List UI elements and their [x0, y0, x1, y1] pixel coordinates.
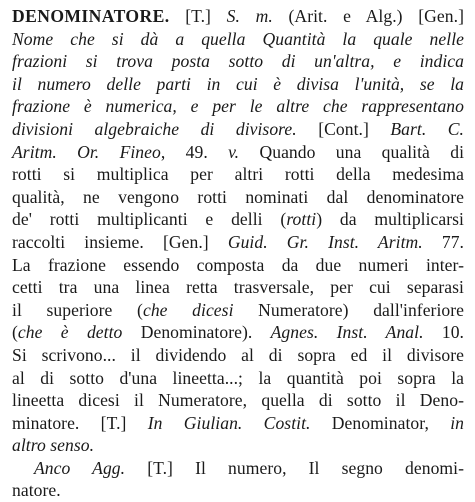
- entry-line: [12, 367, 464, 390]
- text-run: Agnes. Inst. Anal.: [270, 322, 424, 343]
- text-run: (Arit. e Alg.) [Gen.]: [272, 6, 464, 26]
- text-run: 10.: [423, 322, 464, 343]
- text-run: Guid. Gr. Inst. Aritm.: [227, 231, 423, 252]
- text-run: rotti si multiplica per altri rotti della medesima: [12, 164, 464, 185]
- entry-line: [12, 163, 464, 186]
- entry-line: [12, 95, 464, 118]
- entry-line: [12, 276, 464, 299]
- text-run: ) da multiplicarsi: [316, 209, 464, 230]
- entry-line: [12, 389, 464, 412]
- text-run: qualità, ne vengono rotti nominati dal denominatore: [12, 186, 464, 207]
- entry-line: [12, 479, 464, 502]
- text-run: divisioni algebraiche di divisore.: [12, 118, 297, 139]
- entry-line: [12, 299, 464, 322]
- text-run: [T.]: [169, 6, 227, 26]
- text-run: natore.: [12, 480, 61, 501]
- text-run: Si scrivono... il dividendo al di sopra ed il divisore: [12, 344, 464, 365]
- text-run: che è detto: [17, 322, 123, 343]
- entry-line: [12, 321, 464, 344]
- text-run: v.: [228, 141, 240, 162]
- entry-line: [12, 73, 464, 96]
- text-run: cetti tra una linea retta trasversale, per cui separasi: [12, 277, 464, 298]
- text-run: il numero delle parti in cui è divisa l'unità, se la: [12, 73, 464, 94]
- text-run: il superiore (: [12, 299, 143, 320]
- entry-line: [12, 412, 464, 435]
- entry-line: [12, 231, 464, 254]
- entry-line: [12, 5, 464, 28]
- entry-line: [12, 186, 464, 209]
- text-run: Quando una qualità di: [239, 141, 465, 162]
- text-run: frazioni si trova posta sotto di un'altra, e indica: [12, 51, 464, 72]
- text-run: DENOMINATORE.: [12, 6, 170, 26]
- text-run: minatore. [T.]: [12, 412, 148, 433]
- text-run: , 49.: [160, 141, 229, 162]
- entry-line: [12, 28, 464, 51]
- text-run: de' rotti multiplicanti e delli (: [12, 209, 287, 230]
- text-run: (: [12, 322, 18, 343]
- entry-line: [12, 118, 464, 141]
- text-run: La frazione essendo composta da due numeri inter-: [12, 254, 464, 275]
- text-run: in: [450, 412, 464, 433]
- text-run: al di sotto d'una lineetta...; la quantità poi sopra la: [12, 367, 464, 388]
- text-run: [T.] Il numero, Il segno denomi-: [125, 457, 464, 478]
- text-run: Nome che si dà a quella Quantità la quale nelle: [12, 28, 464, 49]
- text-run: 77.: [422, 231, 464, 252]
- text-run: Denominatore).: [122, 322, 271, 343]
- text-run: altro senso.: [12, 435, 95, 456]
- text-run: lineetta dicesi il Numeratore, quella di sotto il Deno-: [12, 390, 464, 411]
- entry-line: [12, 208, 464, 231]
- entry-line: [12, 344, 464, 367]
- text-run: frazione è numerica, e per le altre che rappresentano: [12, 96, 464, 117]
- text-run: Denominator,: [310, 412, 451, 433]
- text-run: raccolti insieme. [Gen.]: [12, 231, 228, 252]
- entry-line: [12, 434, 464, 457]
- entry-line: [12, 50, 464, 73]
- entry-line: [12, 254, 464, 277]
- text-run: Anco Agg.: [34, 457, 126, 478]
- text-run: Numeratore) dall'inferiore: [233, 299, 465, 320]
- text-run: Aritm. Or. Fineo: [12, 141, 161, 162]
- text-run: In Giulian. Costit.: [147, 412, 311, 433]
- dictionary-entry: [12, 5, 464, 502]
- text-run: [Cont.]: [296, 118, 391, 139]
- entry-line: [12, 457, 464, 480]
- text-run: che dicesi: [142, 299, 234, 320]
- text-run: rotti: [286, 209, 317, 230]
- entry-line: [12, 141, 464, 164]
- text-run: S. m.: [226, 6, 273, 26]
- text-run: Bart. C.: [390, 118, 464, 139]
